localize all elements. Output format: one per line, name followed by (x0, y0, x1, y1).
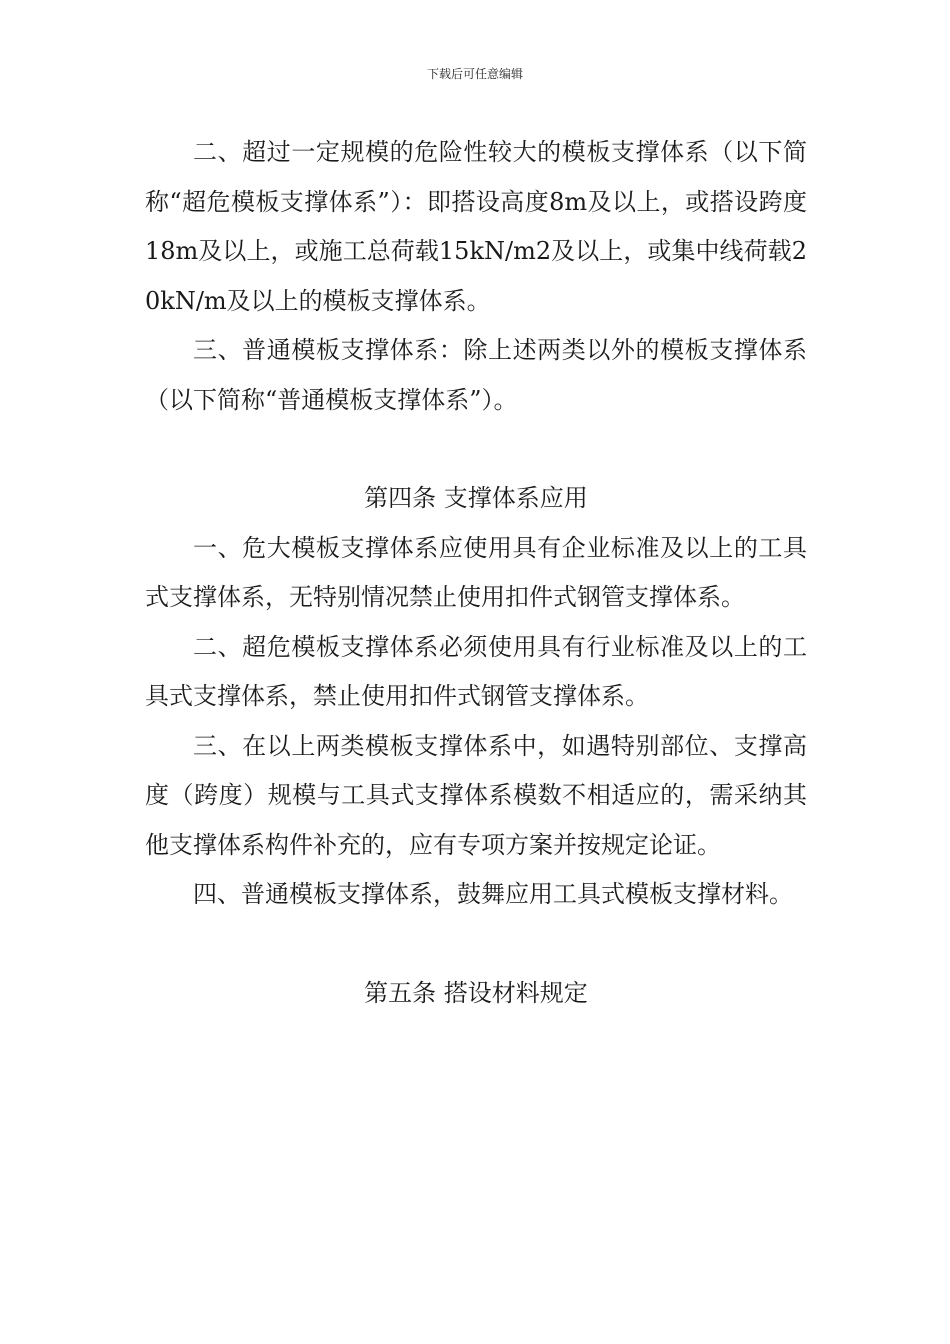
document-body (145, 128, 807, 1018)
paragraph: 二、超危模板支撑体系必须使用具有行业标准及以上的工具式支撑体系，禁止使用扣件式钢管支撑体系。 (145, 632, 807, 710)
paragraph: 二、超过一定规模的危险性较大的模板支撑体系（以下简称“超危模板支撑体系”）：即搭设高度8m及以上，或搭设跨度18m及以上，或施工总荷载15kN/m2及以上，或集中线荷载20kN/m及以上的模板支撑体系。 (145, 138, 807, 315)
paragraph: 四、普通模板支撑体系，鼓舞应用工具式模板支撑材料。 (193, 880, 793, 908)
section-heading-4: 第四条 支撑体系应用 (364, 484, 588, 512)
paragraph: 一、危大模板支撑体系应使用具有企业标准及以上的工具式支撑体系，无特别情况禁止使用扣件式钢管支撑体系。 (145, 533, 807, 611)
header-note: 下载后可任意编辑 (426, 67, 523, 81)
paragraph: 三、在以上两类模板支撑体系中，如遇特别部位、支撑高度（跨度）规模与工具式支撑体系模数不相适应的，需采纳其他支撑体系构件补充的，应有专项方案并按规定论证。 (145, 731, 807, 859)
section-heading-5: 第五条 搭设材料规定 (364, 978, 588, 1007)
paragraph: 三、普通模板支撑体系：除上述两类以外的模板支撑体系（以下简称“普通模板支撑体系”）。 (145, 336, 807, 414)
